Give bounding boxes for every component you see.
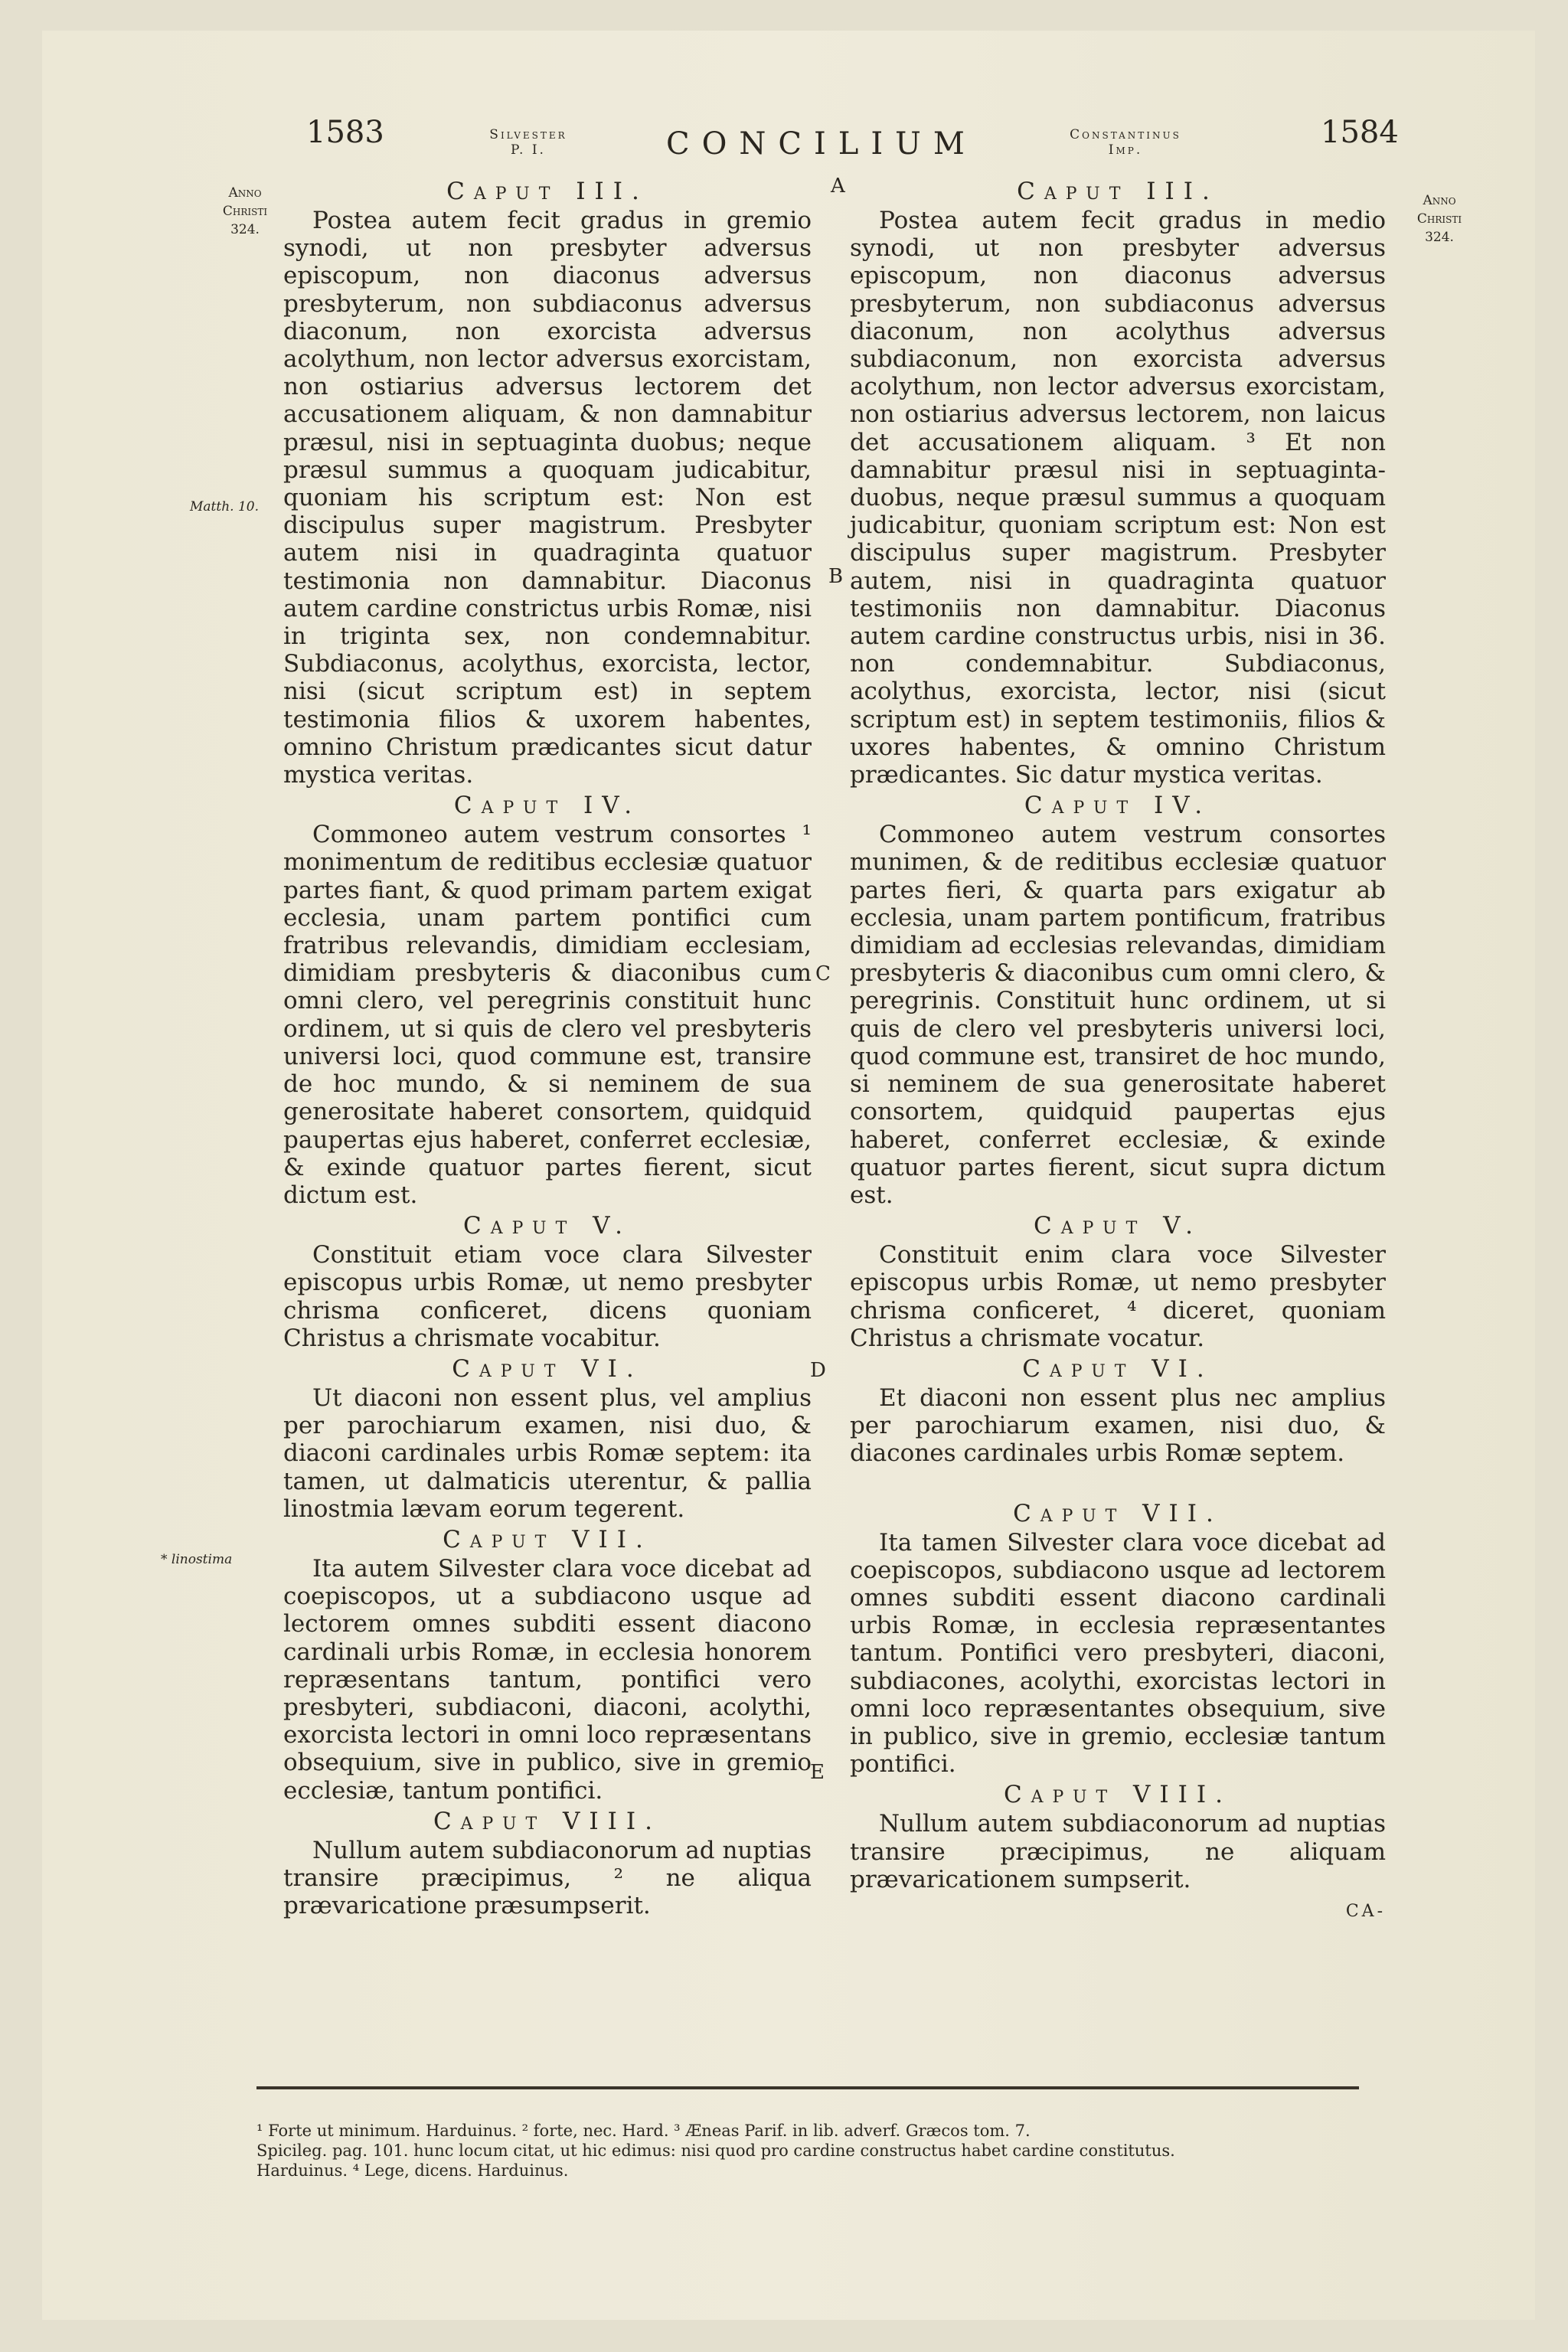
running-head-left-line1: Silvester xyxy=(489,127,567,142)
margin-year-right-2: Christi xyxy=(1416,211,1462,227)
running-head-right-line1: Constantinus xyxy=(1070,127,1181,142)
margin-reference: Matth. 10. xyxy=(190,499,259,514)
margin-year-right-1: Anno xyxy=(1423,193,1456,208)
left-heading-caput-iv: Caput IV. xyxy=(453,792,642,820)
right-heading-caput-vii: Caput VII. xyxy=(1013,1499,1223,1527)
margin-year-right xyxy=(1401,191,1478,247)
right-heading-caput-iii: Caput III. xyxy=(1017,178,1219,205)
page-number-right: 1584 xyxy=(1321,115,1399,150)
page-number-left: 1583 xyxy=(306,115,384,150)
left-heading-caput-vi: Caput VI. xyxy=(452,1354,643,1383)
margin-year-left-2: Christi xyxy=(222,204,268,219)
footnotes xyxy=(256,2121,1359,2180)
left-text-caput-vii: Ita autem Silvester clara voce dicebat ad coepiscopos, ut a subdiacono usque ad lectorem omnes subditi essent diacono cardinali urbis Romæ, in ecclesia honorem repræsentans tantum, pontifici vero presbyteri, subdiaconi, diaconi, acolythi, exorcista lectori in omni loco repræsentans obsequium, sive in publico, sive in gremio ecclesiæ, tantum pontifici. xyxy=(283,1554,812,1805)
right-text-caput-vii: Ita tamen Silvester clara voce dicebat ad coepiscopos, subdiacono usque ad lectorem omnes subditi essent diacono cardinali urbis Romæ, in ecclesia repræsentantes tantum. Pontifici vero presbyteri, diaconi, subdiacones, acolythi, exorcistas lectori in omni loco repræsentantes obsequium, sive in publico, sive in gremio, ecclesiæ tantum pontifici. xyxy=(850,1528,1386,1779)
left-heading-caput-v: Caput V. xyxy=(463,1212,632,1240)
section-letter-b: B xyxy=(828,565,844,588)
left-text-caput-v: Constituit etiam voce clara Silvester episcopus urbis Romæ, ut nemo presbyter chrisma conficeret, dicens quoniam Christus a chrismate vocabitur. xyxy=(283,1241,812,1352)
margin-year-right-3: 324. xyxy=(1425,230,1454,245)
margin-year-left xyxy=(207,184,283,239)
left-heading-caput-iii: Caput III. xyxy=(446,178,648,205)
left-text-caput-viii: Nullum autem subdiaconorum ad nuptias transire præcipimus, ² ne aliqua prævaricatione præsumpserit. xyxy=(283,1836,812,1920)
right-text-caput-viii: Nullum autem subdiaconorum ad nuptias transire præcipimus, ne aliquam prævaricationem sumpserit. xyxy=(850,1810,1386,1893)
left-heading-caput-viii: Caput VIII. xyxy=(433,1807,662,1835)
left-heading-caput-vii: Caput VII. xyxy=(443,1525,652,1553)
footnote-rule xyxy=(256,2086,1359,2089)
section-letter-c: C xyxy=(815,962,831,985)
margin-year-left-3: 324. xyxy=(230,222,260,237)
running-head-left-line2: P. I. xyxy=(511,142,546,158)
right-text-caput-iii: Postea autem fecit gradus in medio synodi, ut non presbyter adversus episcopum, non diaconus adversus presbyterum, non subdiaconus adversus diaconum, non acolythus adversus subdiaconum, non exorcista adversus acolythum, non lector adversus exorcistam, non ostiarius adversus lectorem, non laicus det accusationem aliquam. ³ Et non damnabitur præsul nisi in septuaginta-duobus, neque præsul summus a quoquam judicabitur, quoniam scriptum est: Non est discipulus super magistrum. Presbyter autem, nisi in quadraginta quatuor testimoniis non damnabitur. Diaconus autem cardine constructus urbis, nisi in 36. non condemnabitur. Subdiaconus, acolythus, exorcista, lector, nisi (sicut scriptum est) in septem testimoniis, filios & uxores habentes, & omnino Christum prædicantes. Sic datur mystica veritas. xyxy=(850,207,1386,789)
running-head-left xyxy=(459,127,597,158)
right-heading-caput-vi: Caput VI. xyxy=(1022,1354,1214,1383)
section-letter-a: A xyxy=(831,175,845,198)
left-text-caput-vi: Ut diaconi non essent plus, vel amplius per parochiarum examen, nisi duo, & diaconi cardinales urbis Romæ septem: ita tamen, ut dalmaticis uterentur, & pallia linostmia lævam eorum tegerent. xyxy=(283,1383,812,1523)
section-letter-d: D xyxy=(810,1359,826,1382)
left-text-caput-iii: Postea autem fecit gradus in gremio synodi, ut non presbyter adversus episcopum, non diaconus adversus presbyterum, non subdiaconus adversus diaconum, non exorcista adversus acolythum, non lector adversus exorcistam, non ostiarius adversus lectorem det accusationem aliquam, & non damnabitur præsul, nisi in septuaginta duobus; neque præsul summus a quoquam judicabitur, quoniam his scriptum est: Non est discipulus super magistrum. Presbyter autem nisi in quadraginta quatuor testimonia non damnabitur. Diaconus autem cardine constrictus urbis Romæ, nisi in triginta sex, non condemnabitur. Subdiaconus, acolythus, exorcista, lector, nisi (sicut scriptum est) in septem testimonia filios & uxorem habentes, omnino Christum prædicantes sicut datur mystica veritas. xyxy=(283,207,812,789)
left-text-caput-iv: Commoneo autem vestrum consortes ¹ monimentum de reditibus ecclesiæ quatuor partes fiant, & quod primam partem exigat ecclesia, unam partem pontifici cum fratribus relevandis, dimidiam ecclesiam, dimidiam presbyteris & diaconibus cum omni clero, vel peregrinis constituit hunc ordinem, ut si quis de clero vel presbyteris universi loci, quod commune est, transire de hoc mundo, & si neminem de sua generositate haberet consortem, quidquid paupertas ejus haberet, conferret ecclesiæ, & exinde quatuor partes fierent, sicut dictum est. xyxy=(283,821,812,1209)
catchword: CA- xyxy=(1345,1901,1386,1921)
margin-year-left-1: Anno xyxy=(228,185,262,201)
page-title: CONCILIUM xyxy=(666,126,977,162)
right-heading-caput-viii: Caput VIII. xyxy=(1003,1781,1233,1809)
footnote-line-1: ¹ Forte ut minimum. Harduinus. ² forte, nec. Hard. ³ Æneas Parif. in lib. adverf. Græcos tom. 7. xyxy=(256,2122,1031,2140)
right-heading-caput-v: Caput V. xyxy=(1034,1212,1202,1240)
running-head-right xyxy=(1026,127,1225,158)
margin-note: * linostima xyxy=(161,1552,233,1567)
right-heading-caput-iv: Caput IV. xyxy=(1024,792,1212,820)
left-column xyxy=(283,175,812,1919)
right-text-caput-iv: Commoneo autem vestrum consortes munimen, & de reditibus ecclesiæ quatuor partes fieri, & quarta pars exigatur ab ecclesia, unam partem pontificum, fratribus dimidiam ad ecclesias relevandas, dimidiam presbyteris & diaconibus cum omni clero, & peregrinis. Constituit hunc ordinem, ut si quis de clero vel presbyteris universi loci, quod commune est, transiret de hoc mundo, si neminem de sua generositate haberet consortem, quidquid paupertas ejus haberet, conferret ecclesiæ, & exinde quatuor partes fierent, sicut supra dictum est. xyxy=(850,821,1386,1209)
right-column xyxy=(850,175,1386,1926)
running-head-right-line2: Imp. xyxy=(1108,142,1143,158)
footnote-line-3: Harduinus. ⁴ Lege, dicens. Harduinus. xyxy=(256,2161,569,2180)
footnote-line-2: Spicileg. pag. 101. hunc locum citat, ut hic edimus: nisi quod pro cardine constructus habet cardine constitutus. xyxy=(256,2141,1175,2160)
section-letter-e: E xyxy=(810,1761,825,1784)
right-text-caput-v: Constituit enim clara voce Silvester episcopus urbis Romæ, ut nemo presbyter chrisma conficeret, ⁴ diceret, quoniam Christus a chrismate vocatur. xyxy=(850,1241,1386,1352)
right-text-caput-vi: Et diaconi non essent plus nec amplius per parochiarum examen, nisi duo, & diacones cardinales urbis Romæ septem. xyxy=(850,1383,1386,1468)
